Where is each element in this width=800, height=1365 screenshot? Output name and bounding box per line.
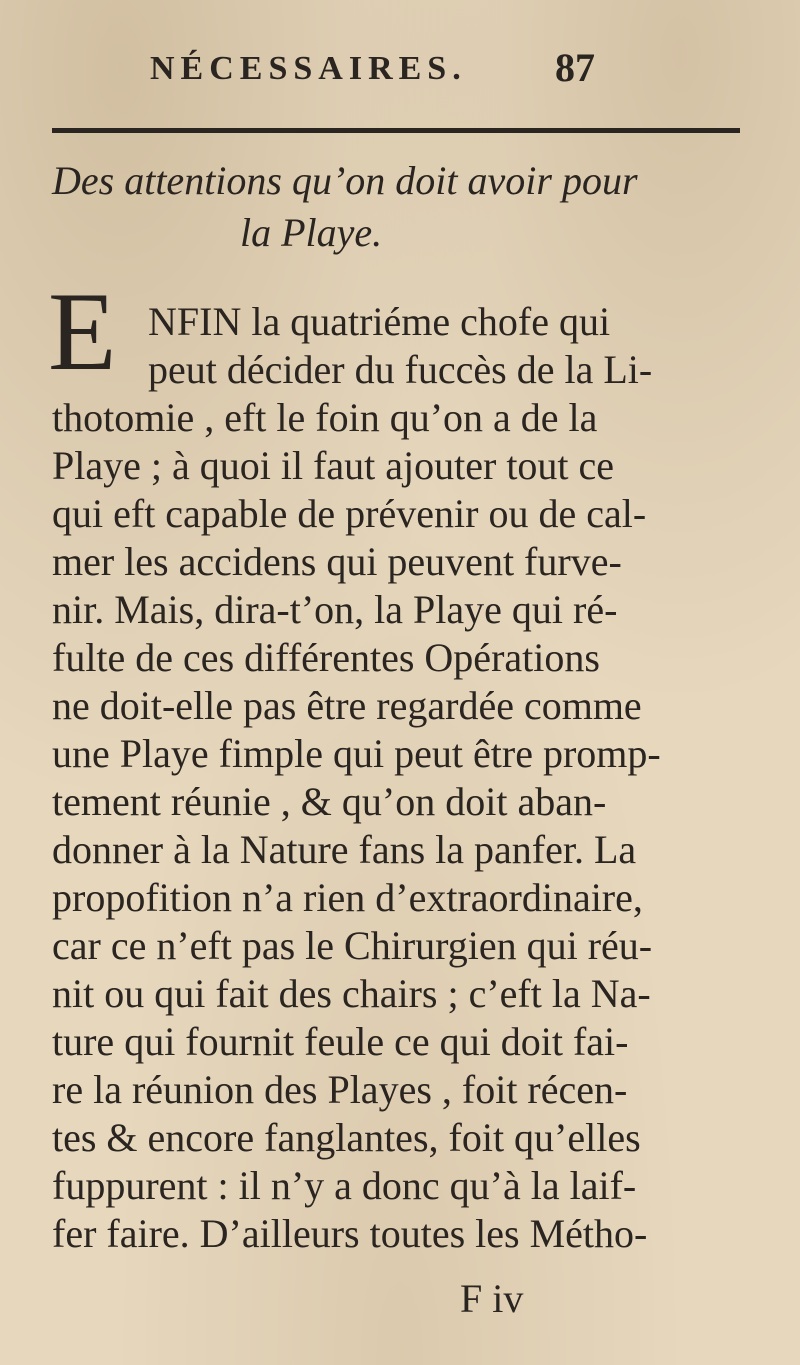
text-line-17: re la réunion des Playes , foit récen-	[52, 1067, 628, 1112]
text-line-14: car ce n’eft pas le Chirurgien qui réu-	[52, 923, 653, 968]
text-line-9: ne doit-elle pas être regardée comme	[52, 683, 642, 728]
text-line-4: Playe ; à quoi il faut ajouter tout ce	[52, 443, 615, 488]
section-title-line-2: la Playe.	[240, 210, 383, 255]
header-rule	[52, 128, 740, 133]
text-line-13: propofition n’a rien d’extraordinaire,	[52, 875, 643, 920]
text-line-6: mer les accidens qui peuvent furve-	[52, 539, 622, 584]
text-line-8: fulte de ces différentes Opérations	[52, 635, 600, 680]
section-title-line-1: Des attentions qu’on doit avoir pour	[52, 158, 638, 203]
text-line-1: NFIN la quatriéme chofe qui	[148, 299, 611, 344]
section-title	[52, 155, 752, 259]
text-line-15: nit ou qui fait des chairs ; c’eft la Na-	[52, 971, 651, 1016]
signature-mark: F iv	[460, 1276, 524, 1321]
text-line-12: donner à la Nature fans la panfer. La	[52, 827, 637, 872]
text-line-19: fuppurent : il n’y a donc qu’à la laif-	[52, 1163, 637, 1208]
text-line-20: fer faire. D’ailleurs toutes les Métho-	[52, 1211, 648, 1256]
page-number: 87	[555, 45, 595, 90]
text-line-5: qui eft capable de prévenir ou de cal-	[52, 491, 647, 536]
text-line-11: tement réunie , & qu’on doit aban-	[52, 779, 607, 824]
text-line-2: peut décider du fuccès de la Li-	[148, 347, 653, 392]
drop-cap: E	[48, 270, 117, 394]
text-line-18: tes & encore fanglantes, foit qu’elles	[52, 1115, 641, 1160]
text-line-10: une Playe fimple qui peut être promp-	[52, 731, 661, 776]
text-line-7: nir. Mais, dira-t’on, la Playe qui ré-	[52, 587, 618, 632]
text-line-3: thotomie , eft le foin qu’on a de la	[52, 395, 598, 440]
running-title: NÉCESSAIRES.	[150, 50, 467, 87]
text-line-16: ture qui fournit feule ce qui doit fai-	[52, 1019, 629, 1064]
